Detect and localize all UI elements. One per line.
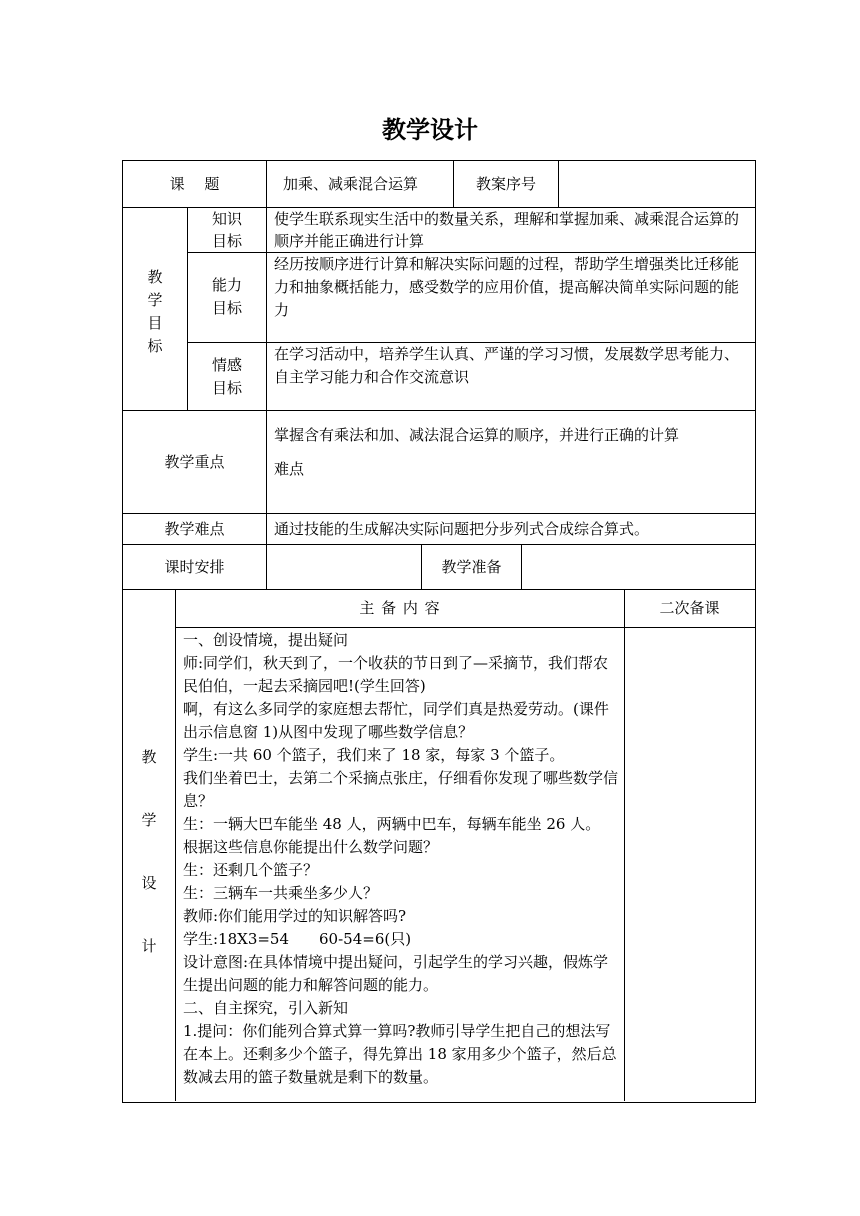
ability-objective-label xyxy=(188,274,266,320)
key-point-line: 难点 xyxy=(274,460,305,478)
content-line: 啊，有这么多同学的家庭想去帮忙，同学们真是热爱劳动。(课件出示信息窗 1)从图中发现了哪些数学信息？ xyxy=(183,700,609,741)
col-divider xyxy=(521,544,522,590)
difficulty-text: 通过技能的生成解决实际问题把分步列式合成综合算式。 xyxy=(274,520,650,538)
label-line: 情感 xyxy=(211,356,242,374)
emotion-objective-text: 在学习活动中，培养学生认真、严谨的学习习惯，发展数学思考能力、自主学习能力和合作交流意识 xyxy=(274,345,740,386)
difficulty-label: 教学难点 xyxy=(164,519,225,538)
main-content-header: 主 备 内 容 xyxy=(359,599,441,617)
objectives-label-char: 标 xyxy=(147,337,163,355)
design-label-char: 计 xyxy=(141,937,157,955)
content-line: 二、自主探究，引入新知 xyxy=(183,999,349,1017)
col-divider xyxy=(266,160,267,208)
col-divider xyxy=(624,589,625,1101)
label-line: 知识 xyxy=(211,210,242,228)
knowledge-objective-text: 使学生联系现实生活中的数量关系，理解和掌握加乘、减乘混合运算的顺序并能正确进行计算 xyxy=(274,210,740,250)
label-line: 能力 xyxy=(211,276,242,294)
content-line: 一、创设情境，提出疑问 xyxy=(183,631,349,649)
design-side-label xyxy=(139,726,159,978)
topic-value: 加乘、减乘混合运算 xyxy=(283,175,419,193)
label-line: 目标 xyxy=(211,232,242,250)
serial-label: 教案序号 xyxy=(475,174,536,193)
content-line: 生：三辆车一共乘坐多少人？ xyxy=(183,884,379,902)
key-point-line: 掌握含有乘法和加、减法混合运算的顺序，并进行正确的计算 xyxy=(274,426,680,444)
col-divider xyxy=(175,589,176,1101)
ability-objective-text: 经历按顺序进行计算和解决实际问题的过程，帮助学生增强类比迁移能力和抽象概括能力，感受数学的应用价值，提高解决简单实际问题的能力 xyxy=(274,255,740,319)
objectives-label-char: 教 xyxy=(147,268,163,286)
content-line: 教师:你们能用学过的知识解答吗? xyxy=(183,907,407,925)
content-line: 1.提问：你们能列合算式算一算吗?教师引导学生把自己的想法写在本上。还剩多少个篮子，得先算出 18 家用多少个篮子，然后总数减去用的篮子数量就是剩下的数量。 xyxy=(183,1022,617,1086)
objectives-label-char: 学 xyxy=(147,291,163,309)
main-content-body xyxy=(183,629,618,1101)
label-line: 目标 xyxy=(211,299,242,317)
secondary-prep-header: 二次备课 xyxy=(659,599,720,617)
row-divider xyxy=(175,627,755,628)
document-title: 教学设计 xyxy=(382,116,478,144)
content-line: 我们坐着巴士，去第二个采摘点张庄，仔细看你发现了哪些数学信息？ xyxy=(183,769,618,810)
col-divider xyxy=(558,160,559,208)
design-label-char: 设 xyxy=(141,874,157,892)
emotion-objective-label xyxy=(188,354,266,400)
knowledge-objective-label xyxy=(188,208,266,252)
design-label-char: 学 xyxy=(141,811,157,829)
objectives-label-char: 目 xyxy=(147,314,163,332)
objectives-group-label xyxy=(145,266,165,358)
design-label-char: 教 xyxy=(141,748,157,766)
content-line: 学生:18X3=54 60-54=6(只) xyxy=(183,930,412,948)
topic-label: 课 题 xyxy=(169,174,220,193)
label-line: 目标 xyxy=(211,379,242,397)
content-line: 生：还剩几个篮子？ xyxy=(183,861,319,879)
content-line: 生：一辆大巴车能坐 48 人，两辆中巴车，每辆车能坐 26 人。 xyxy=(183,815,601,833)
schedule-label: 课时安排 xyxy=(164,557,225,576)
content-line: 根据这些信息你能提出什么数学问题？ xyxy=(183,838,439,856)
content-line: 学生:一共 60 个篮子，我们来了 18 家，每家 3 个篮子。 xyxy=(183,746,565,764)
content-line: 师:同学们，秋天到了，一个收获的节日到了—采摘节，我们帮农民伯伯，一起去采摘园吧!(学生回答) xyxy=(183,654,609,695)
prep-label: 教学准备 xyxy=(441,557,502,576)
key-point-text xyxy=(274,418,748,486)
content-line: 设计意图:在具体情境中提出疑问，引起学生的学习兴趣，假炼学生提出问题的能力和解答问题的能力。 xyxy=(183,953,609,994)
col-divider xyxy=(266,207,267,589)
key-point-label: 教学重点 xyxy=(164,452,225,471)
